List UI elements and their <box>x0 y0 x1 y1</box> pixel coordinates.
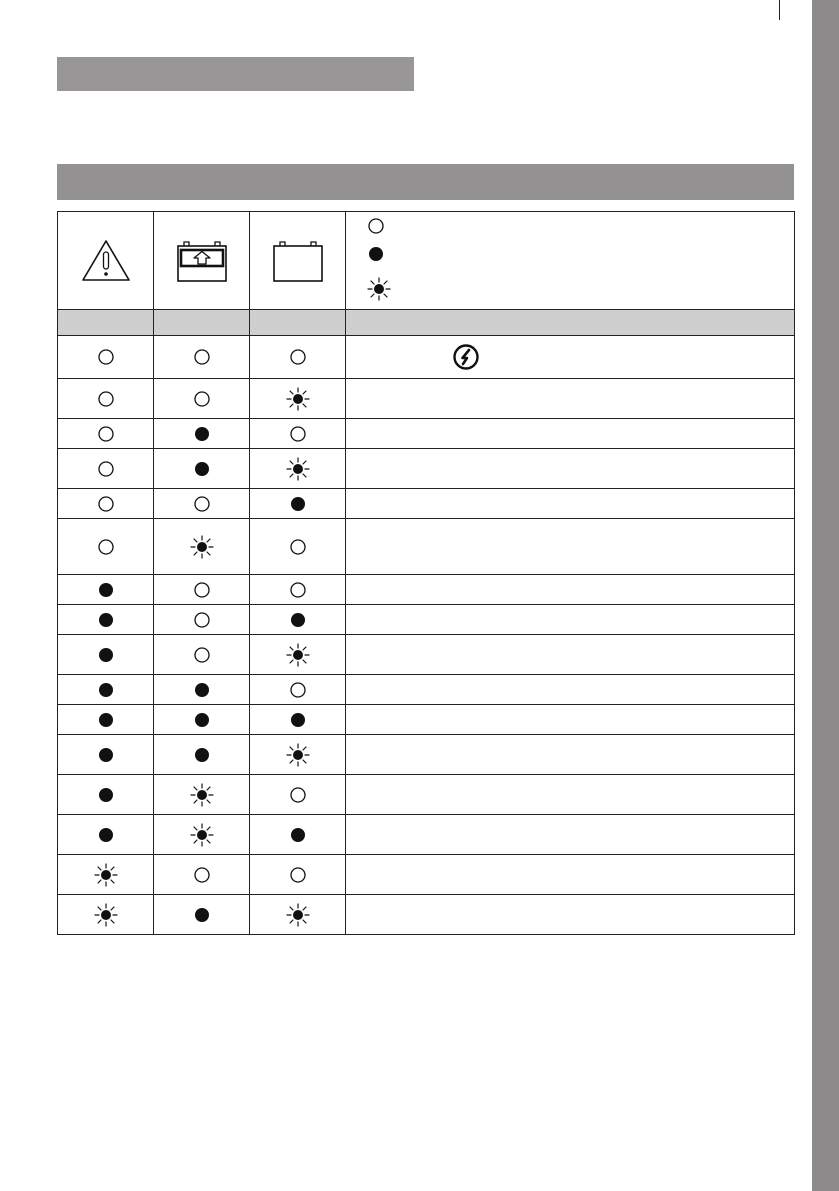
led-blink-icon <box>189 822 215 848</box>
led-on-icon <box>96 710 116 730</box>
description-cell <box>346 489 795 519</box>
power-icon <box>452 343 480 371</box>
status-cell-warning <box>58 735 154 775</box>
status-cell-battery <box>250 605 346 635</box>
table-row <box>58 635 795 675</box>
status-cell-warning <box>58 635 154 675</box>
status-cell-warning <box>58 449 154 489</box>
description-cell <box>346 815 795 855</box>
led-blink-icon <box>93 902 119 928</box>
led-on-icon <box>96 825 116 845</box>
status-cell-warning <box>58 489 154 519</box>
description-cell <box>346 895 795 935</box>
table-row <box>58 705 795 735</box>
led-on-icon <box>288 610 308 630</box>
led-off-icon <box>288 537 308 557</box>
led-off-icon <box>192 865 212 885</box>
table-row <box>58 519 795 575</box>
table-row <box>58 895 795 935</box>
status-cell-warning <box>58 419 154 449</box>
description-cell <box>346 855 795 895</box>
led-off-icon <box>288 580 308 600</box>
table-row <box>58 675 795 705</box>
status-cell-charging <box>154 675 250 705</box>
led-on-icon <box>366 244 386 264</box>
led-on-icon <box>288 710 308 730</box>
led-blink-icon <box>285 456 311 482</box>
led-on-icon <box>192 459 212 479</box>
description-cell <box>346 379 795 419</box>
subheader-cell <box>346 310 795 336</box>
status-cell-battery <box>250 336 346 379</box>
led-on-icon <box>96 680 116 700</box>
status-cell-battery <box>250 449 346 489</box>
table-row <box>58 336 795 379</box>
legend-cell <box>346 212 795 310</box>
status-cell-warning <box>58 605 154 635</box>
status-cell-charging <box>154 575 250 605</box>
description-cell <box>346 775 795 815</box>
icon-header-row <box>58 212 795 310</box>
status-cell-battery <box>250 489 346 519</box>
table-row <box>58 419 795 449</box>
status-cell-warning <box>58 705 154 735</box>
led-off-icon <box>288 680 308 700</box>
header-cell-warning <box>58 212 154 310</box>
status-cell-warning <box>58 815 154 855</box>
description-cell <box>346 575 795 605</box>
led-off-icon <box>288 424 308 444</box>
table-row <box>58 775 795 815</box>
status-cell-battery <box>250 675 346 705</box>
led-blink-icon <box>285 902 311 928</box>
led-blink-icon <box>285 642 311 668</box>
table-row <box>58 449 795 489</box>
led-on-icon <box>192 745 212 765</box>
description-cell <box>346 336 795 379</box>
status-cell-charging <box>154 855 250 895</box>
table-row <box>58 855 795 895</box>
status-cell-warning <box>58 855 154 895</box>
page-edge-mark <box>779 0 780 20</box>
led-off-icon <box>288 785 308 805</box>
led-off-icon <box>192 389 212 409</box>
led-blink-icon <box>189 782 215 808</box>
led-off-icon <box>366 216 386 236</box>
status-cell-charging <box>154 379 250 419</box>
section-bar <box>57 164 794 200</box>
status-cell-battery <box>250 419 346 449</box>
led-off-icon <box>192 610 212 630</box>
header-cell-battery <box>250 212 346 310</box>
status-cell-charging <box>154 705 250 735</box>
battery-charging-icon <box>176 239 228 283</box>
status-cell-battery <box>250 519 346 575</box>
led-on-icon <box>96 645 116 665</box>
led-on-icon <box>192 680 212 700</box>
table-row <box>58 815 795 855</box>
status-cell-battery <box>250 855 346 895</box>
led-off-icon <box>192 347 212 367</box>
led-off-icon <box>96 389 116 409</box>
led-on-icon <box>192 710 212 730</box>
warning-triangle-icon <box>80 238 132 284</box>
led-blink-icon <box>285 386 311 412</box>
status-cell-warning <box>58 379 154 419</box>
status-cell-warning <box>58 336 154 379</box>
legend-off <box>366 216 386 236</box>
led-on-icon <box>288 494 308 514</box>
status-cell-battery <box>250 775 346 815</box>
led-on-icon <box>192 424 212 444</box>
header-cell-charging <box>154 212 250 310</box>
status-cell-charging <box>154 519 250 575</box>
status-cell-charging <box>154 489 250 519</box>
subheader-cell <box>58 310 154 336</box>
description-cell <box>346 449 795 489</box>
led-on-icon <box>288 825 308 845</box>
description-cell <box>346 519 795 575</box>
led-blink-icon <box>285 742 311 768</box>
status-cell-charging <box>154 775 250 815</box>
led-off-icon <box>96 347 116 367</box>
table-row <box>58 489 795 519</box>
status-cell-charging <box>154 419 250 449</box>
description-cell <box>346 419 795 449</box>
status-cell-charging <box>154 735 250 775</box>
status-cell-warning <box>58 575 154 605</box>
subheader-cell <box>250 310 346 336</box>
status-cell-charging <box>154 336 250 379</box>
led-off-icon <box>96 537 116 557</box>
heading-bar <box>57 57 414 91</box>
status-cell-battery <box>250 705 346 735</box>
status-cell-battery <box>250 735 346 775</box>
led-blink-icon <box>93 862 119 888</box>
status-cell-battery <box>250 379 346 419</box>
status-cell-warning <box>58 519 154 575</box>
sub-header-row <box>58 310 795 336</box>
led-off-icon <box>288 865 308 885</box>
status-cell-charging <box>154 815 250 855</box>
status-cell-warning <box>58 895 154 935</box>
status-cell-charging <box>154 449 250 489</box>
description-cell <box>346 675 795 705</box>
led-off-icon <box>96 494 116 514</box>
status-cell-charging <box>154 635 250 675</box>
legend-blink <box>366 276 392 302</box>
description-cell <box>346 735 795 775</box>
status-table <box>57 211 795 935</box>
status-cell-battery <box>250 575 346 605</box>
description-cell <box>346 635 795 675</box>
led-on-icon <box>96 785 116 805</box>
status-cell-battery <box>250 815 346 855</box>
led-on-icon <box>96 610 116 630</box>
description-cell <box>346 605 795 635</box>
legend-on <box>366 244 386 264</box>
subheader-cell <box>154 310 250 336</box>
led-blink-icon <box>189 534 215 560</box>
description-cell <box>346 705 795 735</box>
led-off-icon <box>192 645 212 665</box>
led-on-icon <box>96 745 116 765</box>
status-cell-charging <box>154 605 250 635</box>
table-row <box>58 605 795 635</box>
led-on-icon <box>192 905 212 925</box>
status-cell-warning <box>58 775 154 815</box>
table-row <box>58 379 795 419</box>
led-on-icon <box>96 580 116 600</box>
status-cell-warning <box>58 675 154 705</box>
status-cell-charging <box>154 895 250 935</box>
table-row <box>58 575 795 605</box>
led-off-icon <box>96 459 116 479</box>
side-tab <box>812 0 839 1191</box>
led-off-icon <box>96 424 116 444</box>
status-cell-battery <box>250 635 346 675</box>
led-off-icon <box>192 580 212 600</box>
table-row <box>58 735 795 775</box>
led-off-icon <box>192 494 212 514</box>
led-off-icon <box>288 347 308 367</box>
status-cell-battery <box>250 895 346 935</box>
battery-outline-icon <box>272 239 324 283</box>
led-blink-icon <box>366 276 392 302</box>
